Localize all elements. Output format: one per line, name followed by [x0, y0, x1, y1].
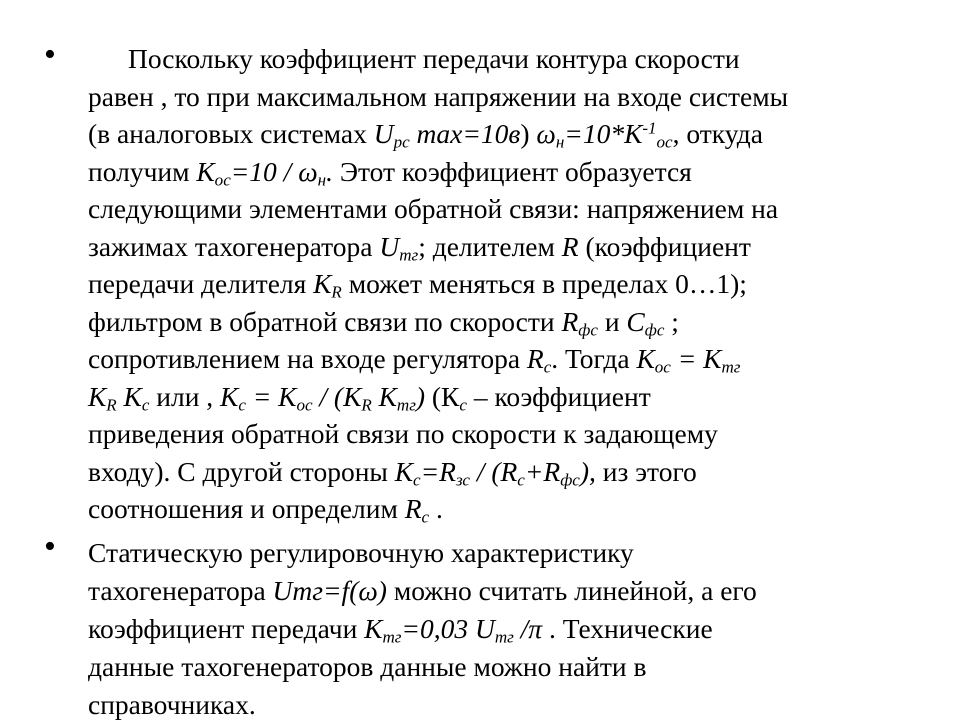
subscript: тг — [396, 394, 416, 414]
text-run: , откуда — [672, 118, 763, 149]
text-run: – коэффициент — [466, 380, 651, 412]
subscript: с — [413, 469, 421, 489]
text-line — [88, 686, 918, 724]
text-run: равен , то при максимальном напряжении на входе системы — [88, 80, 789, 112]
text-run: сопротивлением на входе регулятора — [88, 343, 527, 374]
text-run: К — [371, 380, 397, 412]
subscript: ос — [214, 169, 231, 189]
superscript: -1 — [642, 118, 657, 138]
text-run: передачи делителя — [88, 268, 314, 299]
subscript: с — [459, 394, 467, 414]
paragraph-1 — [88, 40, 918, 528]
text-run: К — [88, 380, 107, 412]
text-run: и — [597, 305, 627, 337]
subscript: с — [141, 394, 150, 414]
text-line — [88, 415, 918, 453]
subscript: тг — [382, 627, 402, 647]
text-run: . — [326, 155, 333, 187]
subscript: н — [317, 169, 327, 189]
text-line — [88, 648, 918, 686]
subscript: R — [106, 394, 117, 414]
text-run: ), — [579, 455, 596, 487]
text-line — [88, 610, 918, 648]
subscript: R — [331, 282, 342, 302]
text-line — [88, 453, 918, 491]
text-run: входу). С другой стороны — [88, 455, 395, 487]
text-run: R — [404, 493, 422, 524]
text-run: приведения обратной связи по скорости к задающему — [88, 418, 718, 449]
text-run: ; — [664, 305, 679, 337]
subscript: с — [238, 394, 246, 414]
text-run: К — [196, 155, 215, 187]
subscript: ос — [656, 132, 673, 152]
text-run: Поскольку коэффициент передачи контура скорости — [128, 43, 740, 74]
text-run: зажимах тахогенератора — [88, 230, 380, 262]
text-run: тахогенератора — [88, 575, 273, 606]
text-run: данные тахогенераторов данные можно найти в — [88, 651, 647, 682]
subscript: ос — [296, 394, 313, 414]
text-run: R — [561, 305, 579, 337]
bullet-dot-icon: • — [44, 528, 56, 565]
subscript: тг — [721, 357, 741, 377]
subscript: тг — [399, 244, 419, 264]
text-run: Этот коэффициент образуется — [332, 155, 692, 187]
subscript: ос — [654, 357, 671, 377]
text-run: соотношения и определим — [88, 493, 405, 524]
text-run: К — [116, 380, 142, 412]
text-run: справочниках. — [88, 689, 256, 720]
text-run: ) — [520, 118, 537, 149]
text-run: коэффициент передачи — [88, 613, 365, 644]
subscript: рс — [393, 132, 410, 152]
subscript: с — [517, 469, 525, 489]
text-line — [88, 78, 918, 116]
text-run: U — [373, 118, 394, 149]
text-run: К — [394, 455, 414, 487]
text-run: =0,03 U — [401, 613, 495, 644]
text-line — [88, 265, 918, 303]
paragraph-2 — [88, 534, 918, 724]
text-run: Uтг=f(ω) — [272, 575, 387, 606]
text-run: max=10в — [409, 118, 521, 149]
text-run: К — [364, 613, 383, 644]
text-line — [88, 190, 918, 228]
text-run: / (R — [469, 455, 518, 487]
text-run: К — [313, 268, 332, 299]
text-run: . Технические — [542, 613, 713, 644]
text-run: (К — [425, 380, 460, 412]
text-run: ; делителем — [418, 230, 562, 262]
subscript: тг — [494, 627, 514, 647]
text-run: (коэффициент — [578, 230, 751, 262]
text-run: из этого — [595, 455, 697, 487]
text-line — [88, 115, 918, 153]
text-run: ) — [415, 380, 426, 412]
text-run: = К — [245, 380, 297, 412]
text-run: может меняться в пределах 0…1); — [341, 268, 747, 299]
text-run: фильтром в обратной связи по скорости — [88, 305, 562, 337]
text-run: =10*К — [564, 118, 643, 149]
text-run: U — [379, 230, 400, 262]
text-line — [88, 228, 918, 266]
text-run: ω — [536, 118, 556, 149]
text-run: . Тогда — [551, 343, 637, 374]
text-line — [88, 572, 918, 610]
text-run: К — [636, 343, 655, 374]
text-line — [88, 40, 918, 78]
text-run: R — [526, 343, 544, 374]
subscript: зс — [455, 469, 470, 489]
text-run: (в аналоговых системах — [88, 118, 374, 149]
text-run: К — [220, 380, 239, 412]
bullet-dot-icon: • — [44, 36, 56, 73]
text-run: можно считать линейной, а его — [386, 575, 757, 606]
subscript: с — [543, 357, 552, 377]
text-line — [88, 378, 918, 416]
subscript: с — [421, 507, 430, 527]
text-run: = К — [670, 343, 722, 374]
text-line — [88, 303, 918, 341]
text-run: следующими элементами обратной связи: напряжением на — [88, 193, 779, 224]
text-line — [88, 153, 918, 191]
text-line — [88, 490, 918, 528]
text-run: =R — [420, 455, 456, 487]
text-run: С — [626, 305, 645, 337]
text-run: или , — [149, 380, 221, 412]
text-line — [88, 534, 918, 572]
text-run: R — [561, 230, 579, 262]
text-run: +R — [524, 455, 561, 487]
text-run: /π — [513, 613, 543, 644]
subscript: фс — [560, 469, 580, 489]
subscript: фс — [644, 319, 665, 339]
text-run: получим — [88, 155, 197, 187]
text-run: . — [429, 493, 443, 524]
subscript: н — [555, 132, 565, 152]
text-run: Статическую регулировочную характеристику — [88, 537, 634, 568]
text-run: =10 / ω — [230, 155, 318, 187]
text-line — [88, 340, 918, 378]
subscript: R — [361, 394, 372, 414]
subscript: фс — [578, 319, 598, 339]
text-run: / (К — [312, 380, 362, 412]
